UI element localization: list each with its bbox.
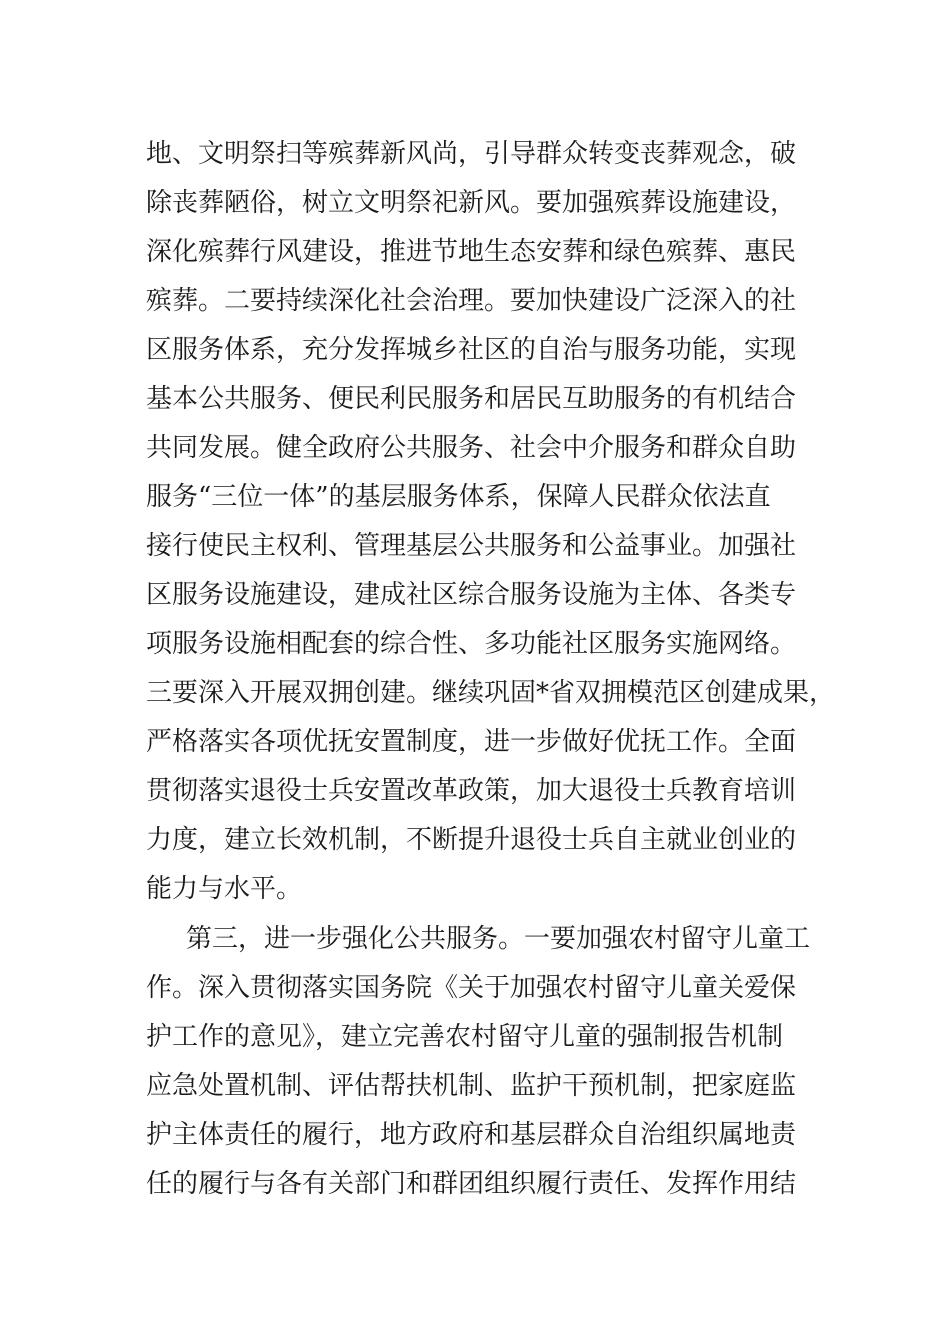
text-line: 三要深入开展双拥创建。继续巩固*省双拥模范区创建成果，: [146, 678, 836, 708]
text-line: 能力与水平。: [146, 874, 303, 904]
text-line: 地、文明祭扫等殡葬新风尚，引导群众转变丧葬观念，破: [146, 139, 797, 169]
paragraph-first-line: 第三，进一步强化公共服务。一要加强农村留守儿童工: [186, 924, 811, 954]
text-line: 服务“三位一体”的基层服务体系，保障人民群众依法直: [146, 482, 771, 512]
text-line: 项服务设施相配套的综合性、多功能社区服务实施网络。: [146, 629, 797, 659]
text-line: 深化殡葬行风建设，推进节地生态安葬和绿色殡葬、惠民: [146, 237, 797, 267]
text-line: 严格落实各项优抚安置制度，进一步做好优抚工作。全面: [146, 727, 797, 757]
text-line: 任的履行与各有关部门和群团组织履行责任、发挥作用结: [146, 1169, 797, 1199]
text-line: 力度，建立长效机制，不断提升退役士兵自主就业创业的: [146, 825, 797, 855]
text-line: 作。深入贯彻落实国务院《关于加强农村留守儿童关爱保: [146, 973, 797, 1003]
text-line: 除丧葬陋俗，树立文明祭祀新风。要加强殡葬设施建设，: [146, 188, 797, 218]
text-line: 共同发展。健全政府公共服务、社会中介服务和群众自助: [146, 433, 797, 463]
text-line: 区服务设施建设，建成社区综合服务设施为主体、各类专: [146, 580, 797, 610]
text-line: 基本公共服务、便民利民服务和居民互助服务的有机结合: [146, 384, 797, 414]
text-line: 区服务体系，充分发挥城乡社区的自治与服务功能，实现: [146, 335, 797, 365]
text-line: 护主体责任的履行，地方政府和基层群众自治组织属地责: [146, 1120, 797, 1150]
text-line: 护工作的意见》，建立完善农村留守儿童的强制报告机制: [146, 1022, 784, 1052]
text-line: 殡葬。二要持续深化社会治理。要加快建设广泛深入的社: [146, 286, 797, 316]
text-line: 应急处置机制、评估帮扶机制、监护干预机制，把家庭监: [146, 1071, 797, 1101]
text-line: 接行使民主权利、管理基层公共服务和公益事业。加强社: [146, 531, 797, 561]
text-line: 贯彻落实退役士兵安置改革政策，加大退役士兵教育培训: [146, 776, 797, 806]
